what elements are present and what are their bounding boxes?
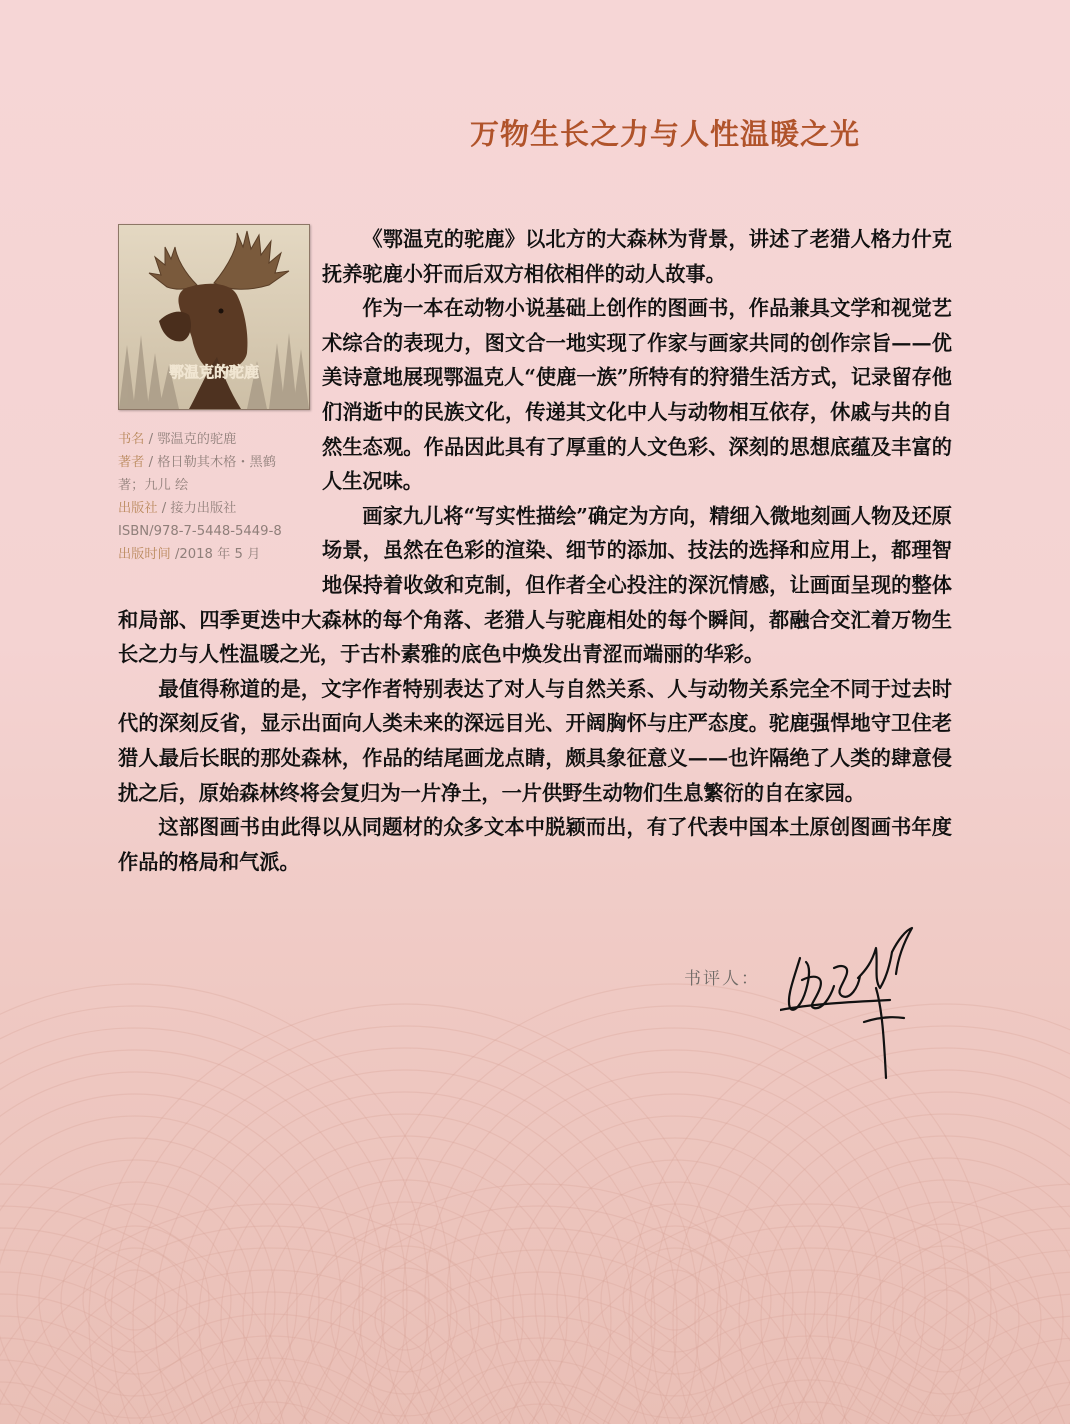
paragraph-2: 作为一本在动物小说基础上创作的图画书，作品兼具文学和视觉艺术综合的表现力，图文合一地实现了作家与画家共同的创作宗旨——优美诗意地展现鄂温克人“使鹿一族”所特有的狩猎生活方式，记录留存他们消逝中的民族文化，传递其文化中人与动物相互依存，休戚与共的自然生态观。作品因此具有了厚重的人文色彩、深刻的思想底蕴及丰富的人生况味。 bbox=[322, 296, 952, 494]
book-date-line: 出版时间 /2018 年 5 月 bbox=[118, 547, 261, 562]
reviewer-signature bbox=[780, 918, 920, 1088]
reviewer-label: 书评人： bbox=[684, 969, 760, 989]
page-title: 万物生长之力与人性温暖之光 bbox=[470, 117, 861, 151]
paragraph-3: 画家九儿将“写实性描绘”确定为方向，精细入微地刻画人物及还原场景，虽然在色彩的渲染、细节的添加、技法的选择和应用上，都理智地保持着收敛和克制，但作者全心投注的深沉情感，让画面呈现的整体和局部、四季更迭中大森林的每个角落、老猎人与驼鹿相处的每个瞬间，都融合交汇着万物生长之力与人性温暖之光，于古朴素雅的底色中焕发出青涩而端丽的华彩。 bbox=[118, 503, 952, 667]
review-body bbox=[118, 222, 952, 879]
cover-float-spacer bbox=[118, 222, 322, 568]
cover-title: 鄂温克的驼鹿 bbox=[168, 363, 260, 381]
book-illustrator-line: 著；九儿 绘 bbox=[118, 478, 189, 493]
book-author-line: 著者 / 格日勒其木格・黑鹤 bbox=[118, 455, 276, 470]
book-name-line: 书名 / 鄂温克的驼鹿 bbox=[118, 432, 237, 447]
paragraph-1: 《鄂温克的驼鹿》以北方的大森林为背景，讲述了老猎人格力什克抚养驼鹿小犴而后双方相依相伴的动人故事。 bbox=[322, 227, 952, 286]
book-publisher-line: 出版社 / 接力出版社 bbox=[118, 501, 237, 516]
book-isbn-line: ISBN/978-7-5448-5449-8 bbox=[118, 524, 282, 539]
paragraph-4: 最值得称道的是，文字作者特别表达了对人与自然关系、人与动物关系完全不同于过去时代的深刻反省，显示出面向人类未来的深远目光、开阔胸怀与庄严态度。驼鹿强悍地守卫住老猎人最后长眠的那处森林，作品的结尾画龙点睛，颇具象征意义——也许隔绝了人类的肆意侵扰之后，原始森林终将会复归为一片净土，一片供野生动物们生息繁衍的自在家园。 bbox=[118, 676, 952, 805]
paragraph-5: 这部图画书由此得以从同题材的众多文本中脱颖而出，有了代表中国本土原创图画书年度作品的格局和气派。 bbox=[118, 815, 952, 874]
